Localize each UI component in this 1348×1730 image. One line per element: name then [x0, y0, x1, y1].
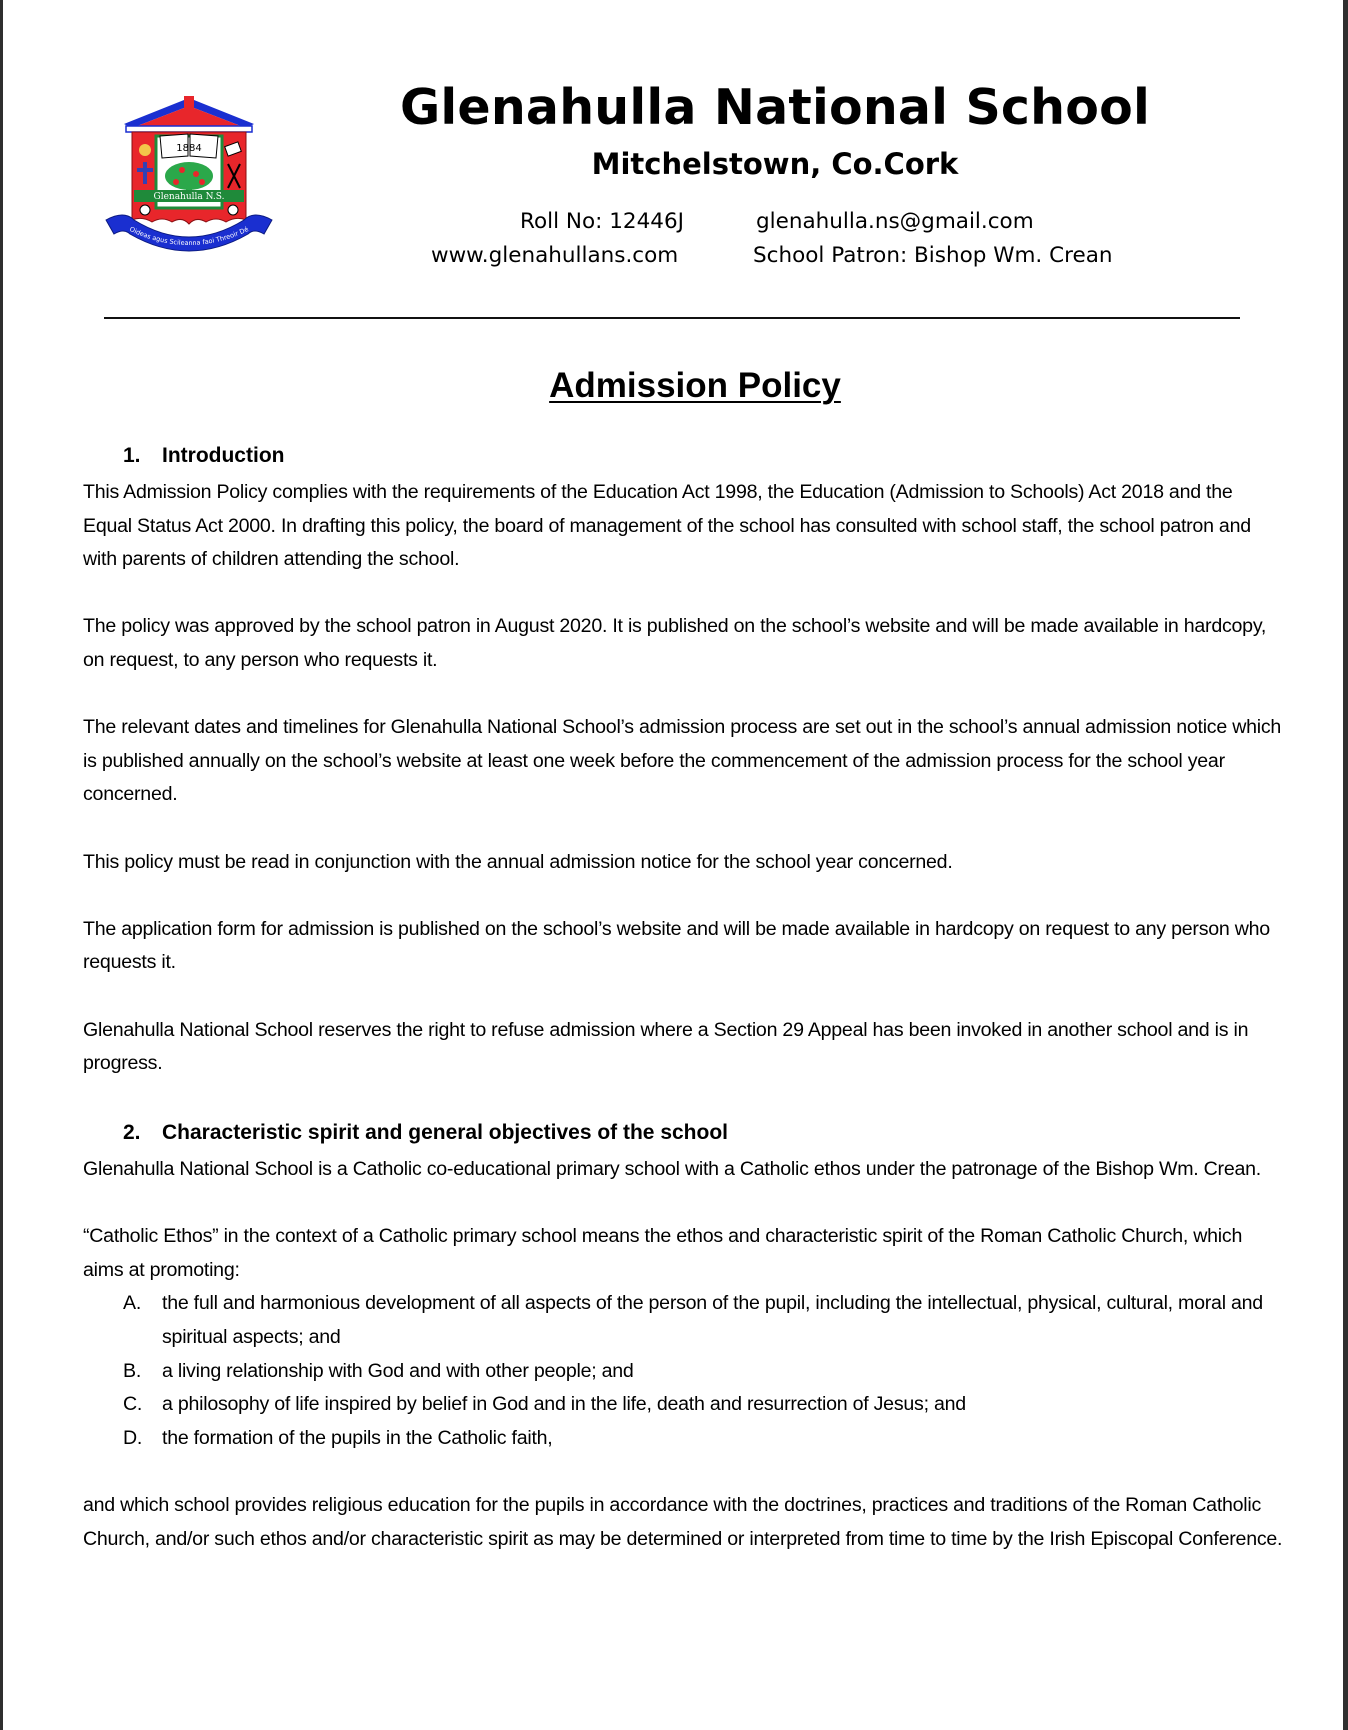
section-introduction-body	[83, 476, 1283, 1081]
section-title: Characteristic spirit and general objectives of the school	[162, 1121, 728, 1144]
viewer-left-border	[0, 0, 3, 1730]
paragraph: The application form for admission is published on the school’s website and will be made available in hardcopy on request to any person who requests it.	[83, 917, 1270, 974]
section-title: Introduction	[162, 444, 285, 467]
paragraph: Glenahulla National School is a Catholic co-educational primary school with a Catholic ethos under the patronage of the Bishop Wm. Crean.	[83, 1158, 1261, 1180]
paragraph: This policy must be read in conjunction with the annual admission notice for the school year concerned.	[83, 850, 953, 873]
section-heading-characteristic-spirit	[123, 1118, 728, 1148]
list-item	[83, 1287, 1283, 1354]
paragraph-closing: and which school provides religious education for the pupils in accordance with the doctrines, practices and traditions of the Roman Catholic Church, and/or such ethos and/or characteristic spirit as may be determined or interpreted from time to time by the Irish Episcopal Conference.	[83, 1493, 1283, 1550]
crest-year: 1884	[176, 143, 202, 154]
viewer-right-border	[1343, 0, 1348, 1730]
school-name: Glenahulla National School	[400, 79, 1150, 136]
list-text: the formation of the pupils in the Catholic faith,	[162, 1426, 553, 1449]
list-text: the full and harmonious development of all aspects of the person of the pupil, including the intellectual, physical, cultural, moral and spiritual aspects; and	[162, 1292, 1263, 1348]
list-item	[83, 1355, 1283, 1389]
header-divider	[104, 317, 1240, 319]
list-letter: A.	[123, 1292, 142, 1315]
paragraph: “Catholic Ethos” in the context of a Catholic primary school means the ethos and characteristic spirit of the Roman Catholic Church, which aims at promoting:	[83, 1225, 1243, 1281]
paragraph: Glenahulla National School reserves the right to refuse admission where a Section 29 Appeal has been invoked in another school and is in progress.	[83, 1018, 1249, 1075]
paragraph: The policy was approved by the school patron in August 2020. It is published on the school’s website and will be made available in hardcopy, on request, to any person who requests it.	[83, 615, 1267, 671]
paragraph: The relevant dates and timelines for Glenahulla National School’s admission process are set out in the school’s annual admission notice which is published annually on the school’s website at least one week before the commencement of the admission process for the school year concerned.	[83, 716, 1282, 806]
crest-banner-text: Glenahulla N.S.	[153, 192, 225, 202]
list-text: a living relationship with God and with other people; and	[162, 1359, 634, 1382]
school-crest-logo	[104, 92, 274, 262]
school-location: Mitchelstown, Co.Cork	[591, 147, 959, 181]
list-item	[83, 1422, 1283, 1456]
section-heading-introduction	[123, 441, 284, 471]
school-patron: School Patron: Bishop Wm. Crean	[753, 243, 1113, 268]
section-characteristic-spirit-body	[83, 1153, 1283, 1556]
list-letter: D.	[123, 1426, 143, 1449]
crest-motto: Oideas agus Scileanna faoi Threoir Dé	[128, 225, 250, 248]
document-title: Admission Policy	[549, 366, 841, 405]
section-number: 1.	[123, 444, 141, 467]
paragraph: This Admission Policy complies with the requirements of the Education Act 1998, the Education (Admission to Schools) Act 2018 and the Equal Status Act 2000. In drafting this policy, the board of management of the school has consulted with school staff, the school patron and with parents of children attending the school.	[83, 481, 1251, 571]
list-item	[83, 1388, 1283, 1422]
list-letter: C.	[123, 1393, 143, 1416]
list-text: a philosophy of life inspired by belief in God and in the life, death and resurrection of Jesus; and	[162, 1393, 966, 1416]
list-letter: B.	[123, 1359, 142, 1382]
ethos-list	[83, 1287, 1283, 1455]
section-number: 2.	[123, 1121, 141, 1144]
school-email: glenahulla.ns@gmail.com	[756, 209, 1034, 234]
school-website: www.glenahullans.com	[431, 243, 679, 268]
roll-number: Roll No: 12446J	[520, 209, 684, 234]
